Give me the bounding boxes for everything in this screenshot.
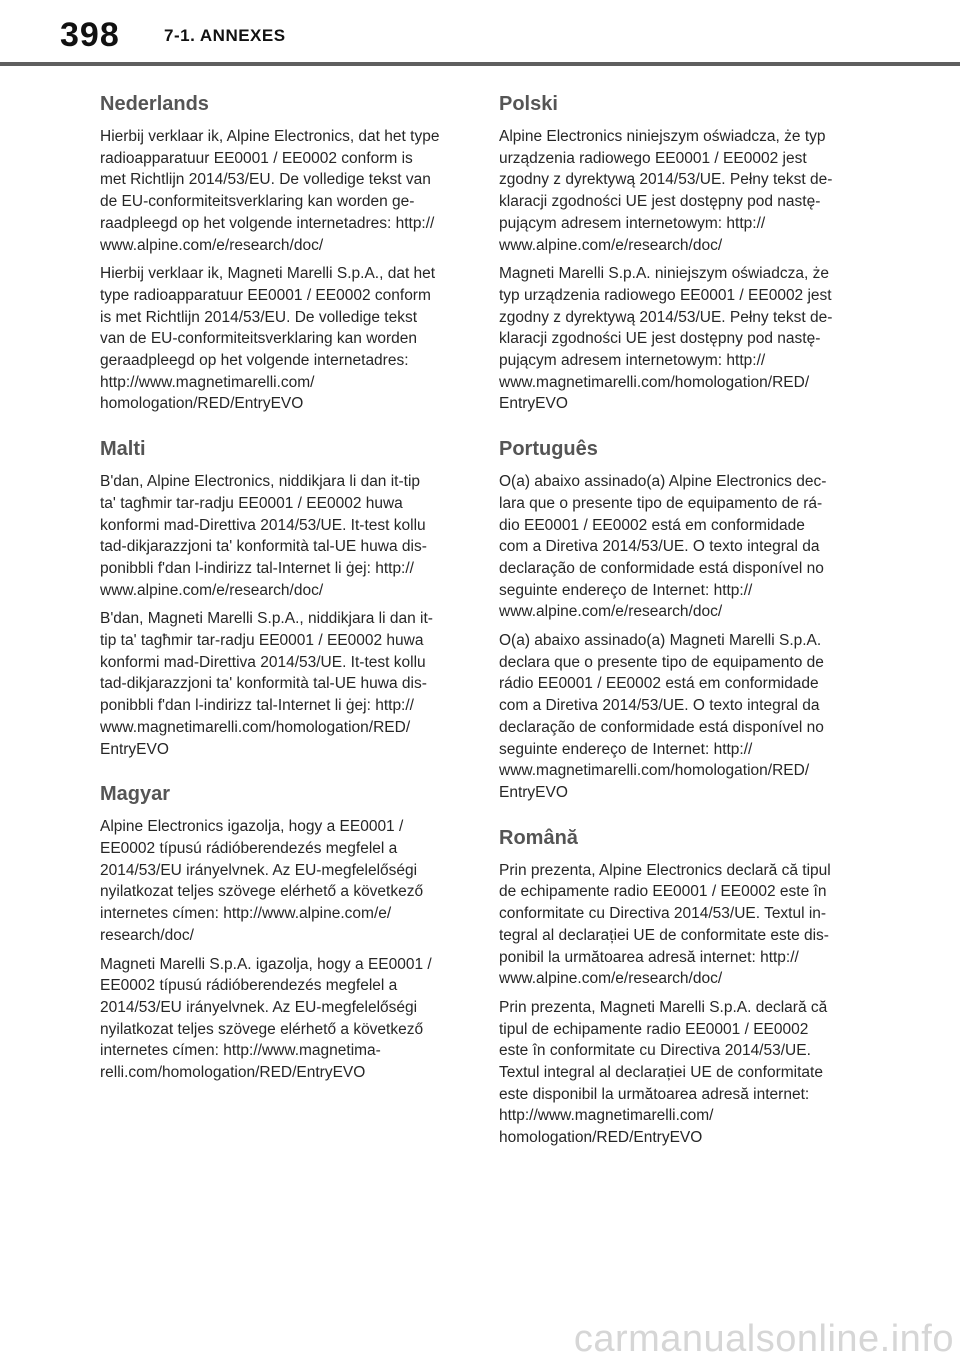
watermark: carmanualsonline.info — [573, 1318, 954, 1360]
paragraph: Alpine Electronics igazolja, hogy a EE0001 / EE0002 típusú rádióberendezés megfelel a 2014/53/EU irányelvnek. Az EU-megfelelőségi nyilatkozat teljes szövege elérhető a következő internetes címen: http://www.alpine.com/e/ research/doc/ — [100, 818, 424, 944]
paragraph: Prin prezenta, Alpine Electronics declară că tipul de echipamente radio EE0001 / EE0002 este în conformitate cu Directiva 2014/53/UE. Textul in- tegral al declarației UE de conformitate este dis- ponibil la următoarea adresă internet: http:// www.alpine.com/e/research/doc/ — [499, 861, 831, 988]
section-malti — [100, 433, 460, 760]
paragraph: B'dan, Alpine Electronics, niddikjara li dan it-tip ta' tagħmir tar-radju EE0001 / EE0002 huwa konformi mad-Direttiva 2014/53/UE. It-test kollu tad-dikjarazzjoni ta' konformità tal-UE huwa dis- ponibbli f'dan l-indirizz tal-Internet li ġej: http:// www.alpine.com/e/research/doc/ — [100, 473, 427, 599]
section-romana — [499, 822, 859, 1149]
section-nederlands — [100, 88, 460, 415]
section-heading: Polski — [499, 93, 558, 115]
section-heading: Magyar — [100, 783, 171, 806]
header-rule — [0, 62, 960, 66]
paragraph: Magneti Marelli S.p.A. igazolja, hogy a EE0001 / EE0002 típusú rádióberendezés megfelel a 2014/53/EU irányelvnek. Az EU-megfelelőségi nyilatkozat teljes szövege elérhető a következő internetes címen: http://www.magnetima- relli.com/homologation/RED/EntryEVO — [100, 955, 432, 1082]
paragraph: Magneti Marelli S.p.A. niniejszym oświadcza, że typ urządzenia radiowego EE0001 / EE0002 jest zgodny z dyrektywą 2014/53/UE. Pełny tekst de- klaracji zgodności UE jest dostępny pod nastę- pującym adresem internetowym: http:// www.magnetimarelli.com/homologation/RED/ EntryEVO — [499, 265, 833, 413]
section-heading: Malti — [100, 438, 146, 461]
paragraph: Hierbij verklaar ik, Magneti Marelli S.p.A., dat het type radioapparatuur EE0001 / EE0002 conform is met Richtlijn 2014/53/EU. De volledige tekst van de EU-conformiteitsverklaring kan worden geraadpleegd op het volgende internetadres: http://www.magnetimarelli.com/ homologation/RED/EntryEVO — [100, 265, 436, 413]
section-heading: Nederlands — [100, 93, 209, 115]
page-header — [0, 0, 960, 60]
section-portugues — [499, 433, 859, 804]
paragraph: Hierbij verklaar ik, Alpine Electronics, dat het type radioapparatuur EE0001 / EE0002 conform is met Richtlijn 2014/53/EU. De volledige tekst van de EU-conformiteitsverklaring kan worden ge- raadpleegd op het volgende internetadres: http:// www.alpine.com/e/research/doc/ — [100, 128, 440, 254]
section-heading: Português — [499, 438, 598, 461]
paragraph: Alpine Electronics niniejszym oświadcza, że typ urządzenia radiowego EE0001 / EE0002 jest zgodny z dyrektywą 2014/53/UE. Pełny tekst de- klaracji zgodności UE jest dostępny pod nastę- pującym adresem internetowym: http:// www.alpine.com/e/research/doc/ — [499, 128, 833, 254]
paragraph: B'dan, Magneti Marelli S.p.A., niddikjara li dan it- tip ta' tagħmir tar-radju EE0001 / EE0002 huwa konformi mad-Direttiva 2014/53/UE. It-test kollu tad-dikjarazzjoni ta' konformità tal-UE huwa dis- ponibbli f'dan l-indirizz tal-Internet li ġej: http:// www.magnetimarelli.com/homologation/RED/ EntryEVO — [100, 610, 433, 758]
left-column — [100, 88, 460, 1102]
page-number: 398 — [60, 16, 120, 54]
paragraph: Prin prezenta, Magneti Marelli S.p.A. declară că tipul de echipamente radio EE0001 / EE0002 este în conformitate cu Directiva 2014/53/UE. Textul integral al declarației UE de conformitate este disponibil la următoarea adresă internet: http://www.magnetimarelli.com/ homologation/RED/EntryEVO — [499, 998, 828, 1147]
paragraph: O(a) abaixo assinado(a) Alpine Electronics dec- lara que o presente tipo de equipamento de rá- dio EE0001 / EE0002 está em conformidade com a Diretiva 2014/53/UE. O texto integral da declaração de conformidade está disponível no seguinte endereço de Internet: http:// www.alpine.com/e/research/doc/ — [499, 473, 827, 621]
section-magyar — [100, 778, 460, 1083]
right-column — [499, 88, 859, 1167]
paragraph: O(a) abaixo assinado(a) Magneti Marelli S.p.A. declara que o presente tipo de equipamento de rádio EE0001 / EE0002 está em conformidade com a Diretiva 2014/53/UE. O texto integral da declaração de conformidade está disponível no seguinte endereço de Internet: http:// www.magnetimarelli.com/homologation/RED/ EntryEVO — [499, 632, 824, 801]
section-polski — [499, 88, 859, 415]
section-heading: Română — [499, 826, 578, 849]
chapter-title: 7-1. ANNEXES — [164, 26, 286, 45]
